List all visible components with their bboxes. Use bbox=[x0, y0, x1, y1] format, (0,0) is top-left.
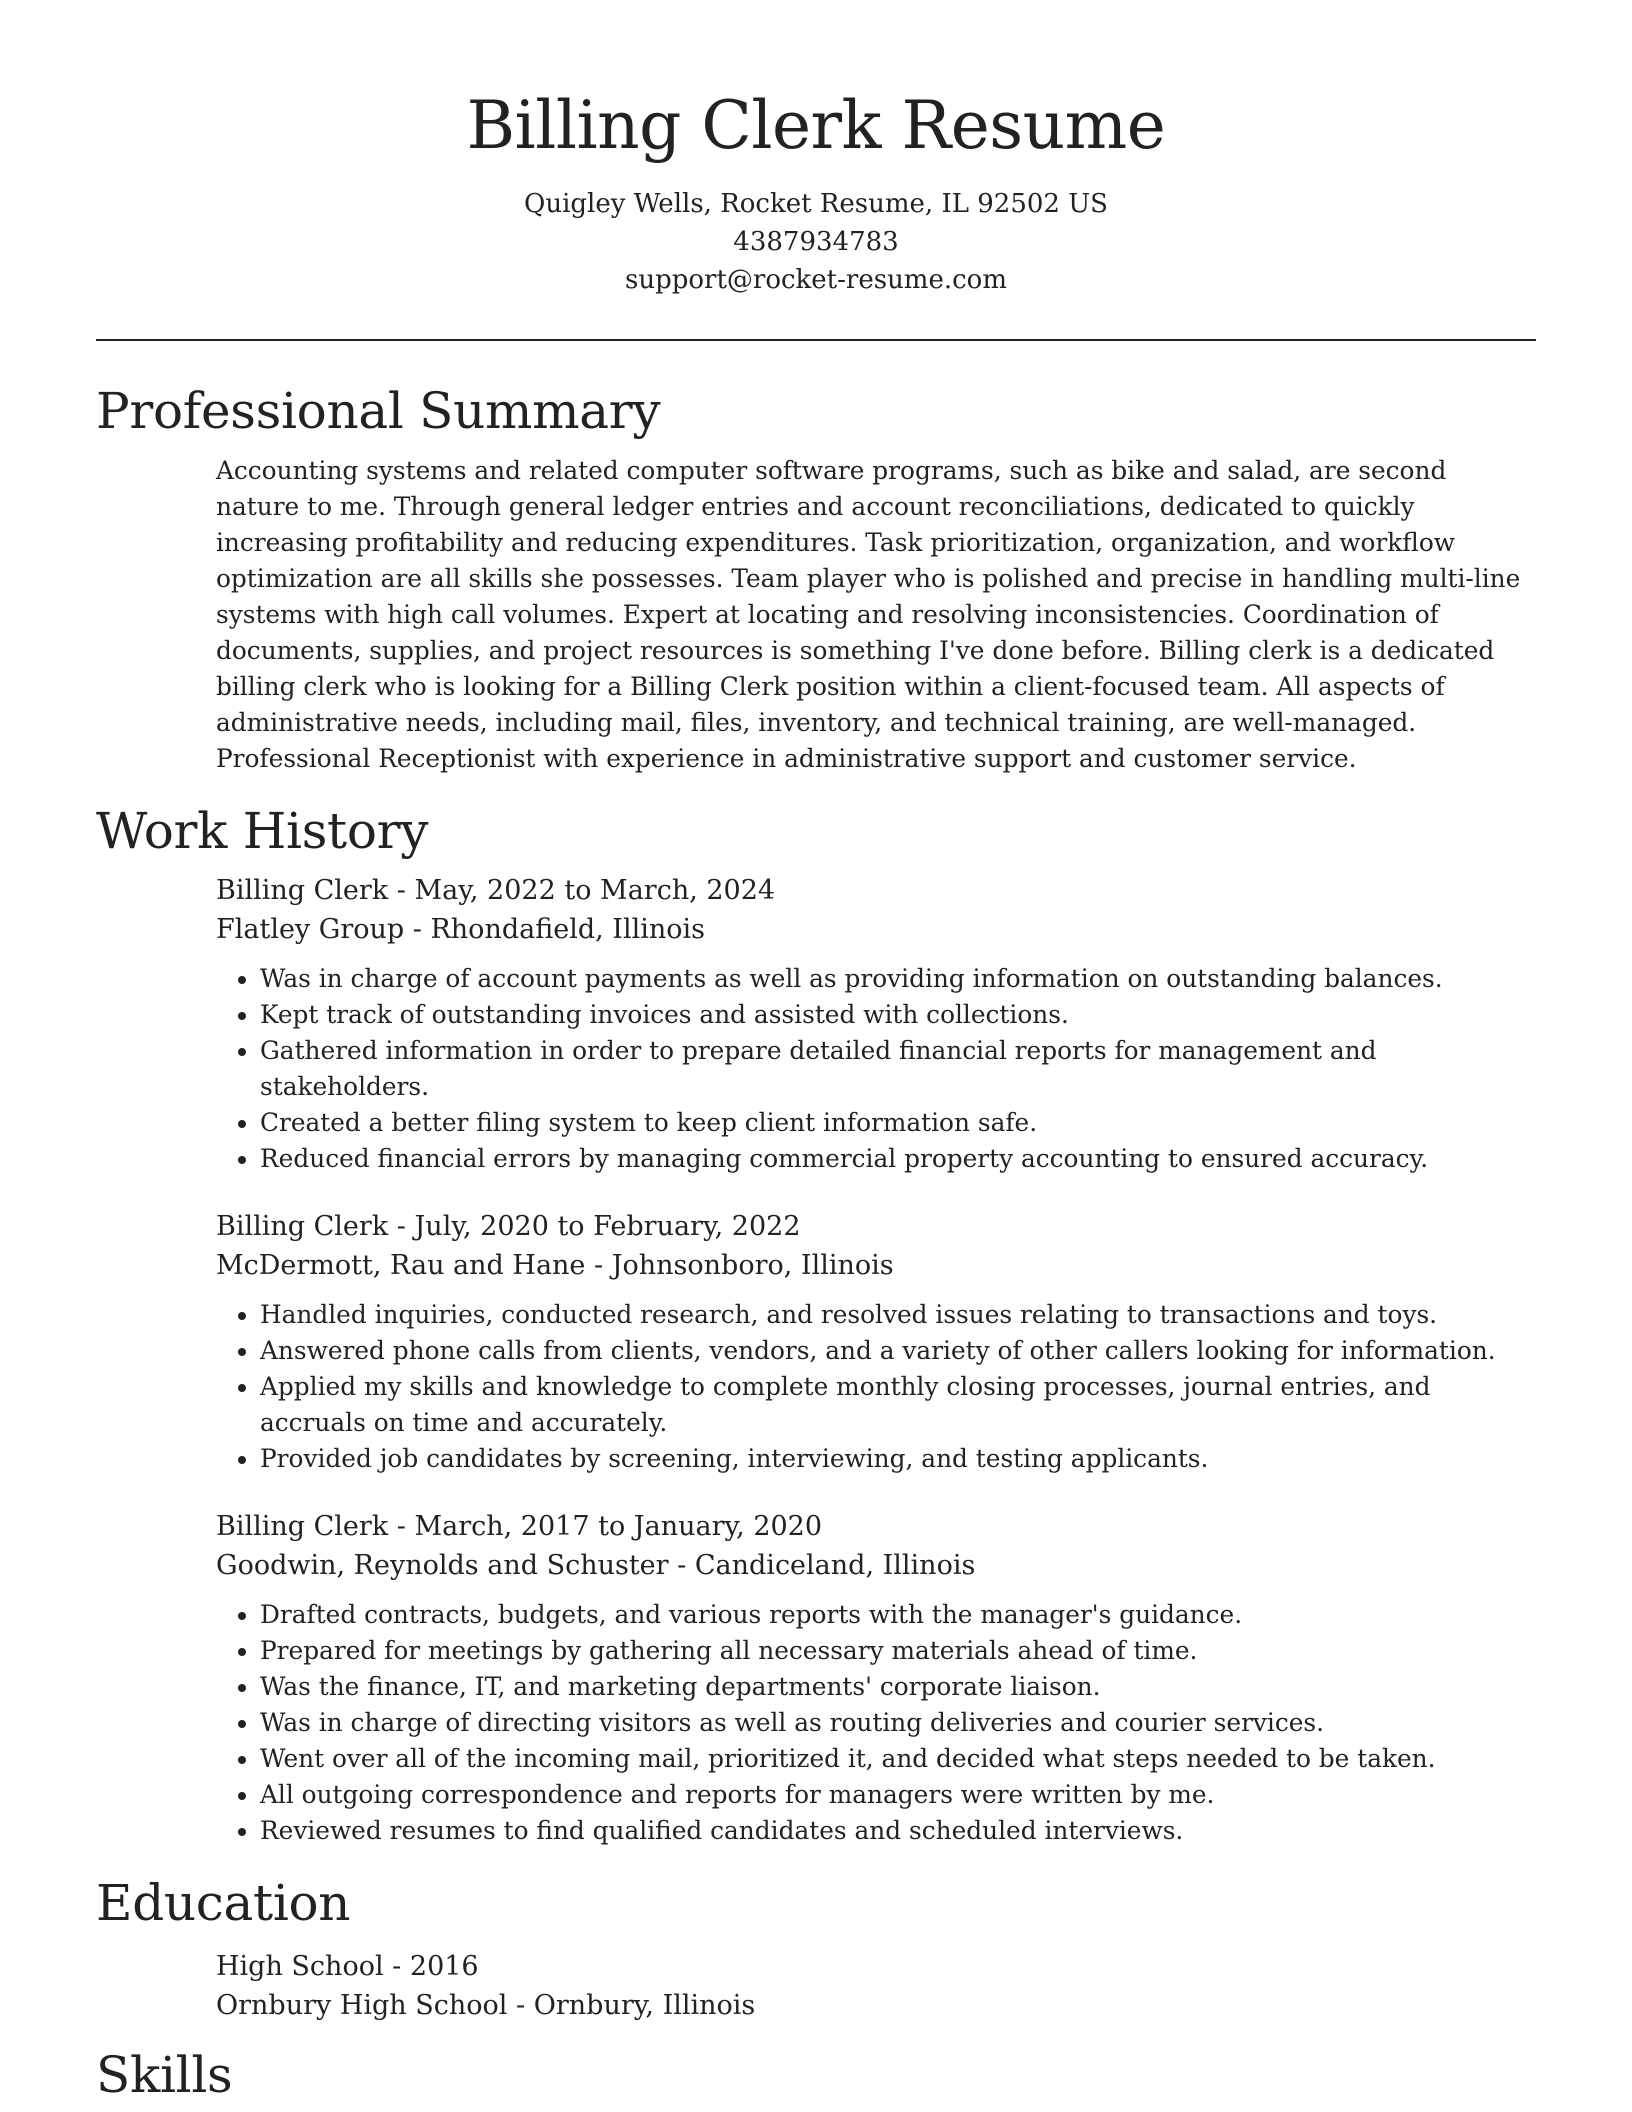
job-duty: • Was the finance, IT, and marketing departments' corporate liaison. bbox=[260, 1669, 1536, 1705]
job-company-line bbox=[216, 910, 1536, 949]
job-title: Billing Clerk bbox=[216, 875, 389, 907]
job-duty: • Prepared for meetings by gathering all necessary materials ahead of time. bbox=[260, 1633, 1536, 1669]
separator: - bbox=[388, 1211, 415, 1243]
job-title: Billing Clerk bbox=[216, 1211, 389, 1243]
job-duty: • Handled inquiries, conducted research, and resolved issues relating to transactions and toys. bbox=[260, 1297, 1536, 1333]
separator: - bbox=[668, 1550, 695, 1582]
job-duties bbox=[216, 961, 1536, 1177]
summary-heading: Professional Summary bbox=[96, 382, 661, 441]
resume-title: Billing Clerk Resume bbox=[466, 87, 1166, 164]
job-duties bbox=[216, 1297, 1536, 1477]
job-company-line bbox=[216, 1246, 1536, 1285]
job-title-line bbox=[216, 1507, 1536, 1546]
education-school-line bbox=[216, 1986, 1536, 2025]
education-entry bbox=[216, 1947, 1536, 2025]
contact-email: support@rocket-resume.com bbox=[624, 265, 1007, 296]
job-dates: May, 2022 to March, 2024 bbox=[414, 875, 776, 907]
separator: - bbox=[383, 1951, 410, 1983]
job-duty: • Went over all of the incoming mail, prioritized it, and decided what steps needed to be taken. bbox=[260, 1741, 1536, 1777]
education-year: 2016 bbox=[409, 1951, 479, 1983]
contact-address: Quigley Wells, Rocket Resume, IL 92502 US bbox=[524, 189, 1108, 220]
job-duty: • All outgoing correspondence and reports for managers were written by me. bbox=[260, 1777, 1536, 1813]
header-divider bbox=[96, 339, 1536, 341]
job-duty: • Drafted contracts, budgets, and various reports with the manager's guidance. bbox=[260, 1597, 1536, 1633]
resume-page bbox=[96, 0, 1536, 2105]
job-duty: • Reviewed resumes to find qualified candidates and scheduled interviews. bbox=[260, 1813, 1536, 1849]
job-company-line bbox=[216, 1546, 1536, 1585]
job-duties bbox=[216, 1597, 1536, 1849]
education-location: Ornbury, Illinois bbox=[533, 1990, 756, 2022]
education-degree: High School bbox=[216, 1951, 384, 1983]
contact-phone: 4387934783 bbox=[733, 227, 899, 258]
separator: - bbox=[388, 875, 415, 907]
work-history-list bbox=[216, 871, 1536, 1849]
job-dates: March, 2017 to January, 2020 bbox=[414, 1511, 823, 1543]
job-duty: • Answered phone calls from clients, vendors, and a variety of other callers looking for information. bbox=[260, 1333, 1536, 1369]
job-location: Rhondafield, Illinois bbox=[430, 914, 705, 946]
skills-heading: Skills bbox=[96, 2046, 233, 2105]
job-location: Johnsonboro, Illinois bbox=[611, 1250, 894, 1282]
separator: - bbox=[404, 914, 431, 946]
separator: - bbox=[388, 1511, 415, 1543]
separator: - bbox=[585, 1250, 612, 1282]
job-title-line bbox=[216, 871, 1536, 910]
education-school: Ornbury High School bbox=[216, 1990, 508, 2022]
summary-text: Accounting systems and related computer software programs, such as bike and salad, are second nature to me. Through general ledger entries and account reconciliations, dedicated to quickly increasing profitability and reducing expenditures. Task prioritization, organization, and workflow optimization are all skills she possesses. Team player who is polished and precise in handling multi-line systems with high call volumes. Expert at locating and resolving inconsistencies. Coordination of documents, supplies, and project resources is something I've done before. Billing clerk is a dedicated billing clerk who is looking for a Billing Clerk position within a client-focused team. All aspects of administrative needs, including mail, files, inventory, and technical training, are well-managed. Professional Receptionist with experience in administrative support and customer service. bbox=[216, 456, 1521, 774]
job-title: Billing Clerk bbox=[216, 1511, 389, 1543]
job-duty: • Gathered information in order to prepare detailed financial reports for management and stakeholders. bbox=[260, 1033, 1536, 1105]
job-duty: • Kept track of outstanding invoices and assisted with collections. bbox=[260, 997, 1536, 1033]
education-heading: Education bbox=[96, 1874, 351, 1933]
job-duty: • Was in charge of account payments as well as providing information on outstanding balances. bbox=[260, 961, 1536, 997]
job-title-line bbox=[216, 1207, 1536, 1246]
job-entry bbox=[216, 1507, 1536, 1849]
job-dates: July, 2020 to February, 2022 bbox=[414, 1211, 801, 1243]
job-company: Goodwin, Reynolds and Schuster bbox=[216, 1550, 669, 1582]
job-duty: • Applied my skills and knowledge to complete monthly closing processes, journal entries, and accruals on time and accurately. bbox=[260, 1369, 1536, 1441]
job-company: Flatley Group bbox=[216, 914, 405, 946]
job-location: Candiceland, Illinois bbox=[694, 1550, 976, 1582]
job-entry bbox=[216, 871, 1536, 1177]
job-duty: • Was in charge of directing visitors as well as routing deliveries and courier services. bbox=[260, 1705, 1536, 1741]
job-entry bbox=[216, 1207, 1536, 1477]
job-duty: • Reduced financial errors by managing commercial property accounting to ensured accuracy. bbox=[260, 1141, 1536, 1177]
separator: - bbox=[507, 1990, 534, 2022]
work-history-heading: Work History bbox=[96, 802, 429, 861]
education-degree-line bbox=[216, 1947, 1536, 1986]
job-duty: • Provided job candidates by screening, interviewing, and testing applicants. bbox=[260, 1441, 1536, 1477]
job-duty: • Created a better filing system to keep client information safe. bbox=[260, 1105, 1536, 1141]
job-company: McDermott, Rau and Hane bbox=[216, 1250, 586, 1282]
contact-block bbox=[96, 185, 1536, 299]
